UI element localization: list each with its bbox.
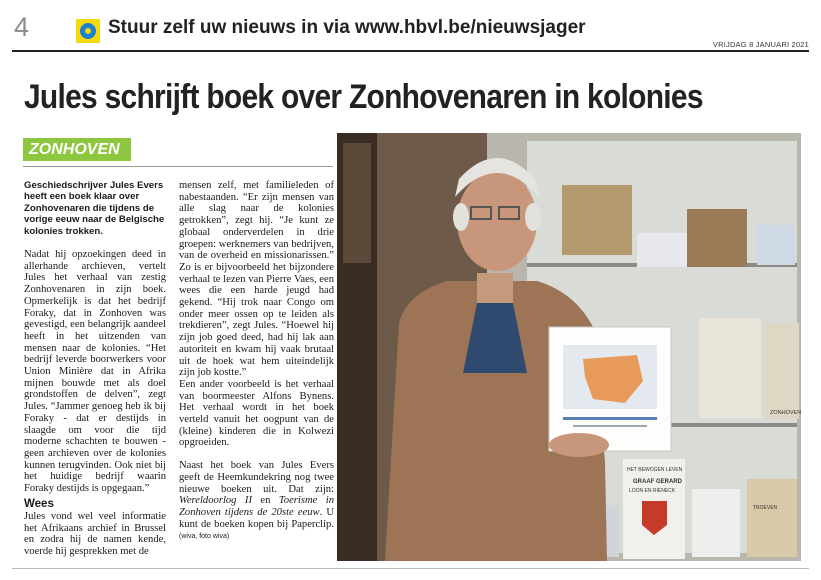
headline: Jules schrijft boek over Zonhovenaren in kolonies — [24, 78, 703, 116]
dateline: VRIJDAG 8 JANUARI 2021 — [712, 40, 809, 49]
bottom-rule — [12, 568, 809, 569]
shelf-book-right: TROEVEN — [753, 505, 778, 511]
body-paragraph: Een ander voorbeeld is het verhaal van boormeester Alfons Bynens. Het verhaal wordt in het boek verteld vanuit het oogpunt van de (kleine) kinderen die in Kolwezi opgroeiden. — [179, 378, 334, 449]
article-column-1 — [24, 180, 166, 558]
kicker-rule — [23, 166, 333, 167]
photo-illustration — [337, 133, 801, 561]
header-rule — [12, 50, 809, 52]
kicker-zonhoven: ZONHOVEN — [23, 138, 131, 161]
page-number: 4 — [14, 12, 30, 42]
body-paragraph: mensen zelf, met familieleden of nabestaanden. “Er zijn mensen van alle slag naar de kolonies getrokken”, zegt hij. “Je kunt ze globaal onderverdelen in drie groepen: werknemers van bedrijven, van de overheid en missionarissen.” Zo is er bijvoorbeeld het bijzondere verhaal te lezen van Pierre Vaes, een wees die een harde jeugd had gekend. “Hij trok naar Congo om onder meer ossen op te leiden als trekdieren”, zegt Jules. “Hoewel hij zijn job goed deed, had hij lak aan autoriteit en kwam hij vaak brutaal uit de hoek wat hem uiteindelijk zijn job kostte.” — [179, 180, 334, 379]
body-paragraph: Naast het boek van Jules Evers geeft de Heemkundekring nog twee nieuwe boeken uit. Dat zijn: Wereldoorlog II en Toerisme in Zonhoven tijdens de 20ste eeuw. U kunt de boeken kopen bij Paperclip. (wiva, foto wiva) — [179, 460, 335, 541]
subhead-wees: Wees — [24, 497, 54, 510]
body-paragraph: Nadat hij opzoekingen deed in allerhande archieven, vertelt Jules het verhaal van zestig Zonhovenaren in zijn boek. Opmerkelijk is dat het bedrijf Foraky, dat in Zonhoven was gevestigd, een belangrijk aandeel heeft in het uitzenden van mensen naar de kolonies. “Het bedrijf leverde boorwerkers voor Union Minière dat in Afrika mijnen bouwde met als doel grondstoffen de delven”, zegt Jules. “Jammer genoeg heb ik bij Foraky - dat er destijds in slaagde om voor die tijd moderne schachten te bouwen - geen archieven over de kolonies kunnen terugvinden. Ook niet bij het huidige bedrijf waarin Foraky destijds is opgegaan.” — [24, 249, 166, 495]
hbvl-logo — [76, 19, 100, 43]
shelf-book-title: HET BEWOGEN LEVEN — [627, 467, 683, 473]
shelf-book-title-2: GRAAF GERARD — [633, 479, 682, 485]
photo-credit: (wiva, foto wiva) — [179, 533, 230, 541]
shelf-book-title-3: LOON EN RIENECK — [629, 488, 676, 494]
article-intro: Geschiedschrijver Jules Evers heeft een boek klaar over Zonhovenaren die tijdens de vorige eeuw naar de Belgische kolonies trokken. — [24, 180, 165, 237]
slogan-link[interactable]: Stuur zelf uw nieuws in via www.hbvl.be/nieuwsjager — [108, 17, 586, 38]
body-paragraph: Jules vond wel veel informatie het Afrikaans archief in Brussel en zodra hij de namen kende, voerde hij gesprekken met de — [24, 510, 166, 557]
shelf-book-spine: ZONHOVEN — [770, 410, 801, 416]
article-column-2 — [179, 180, 334, 543]
article-photo — [337, 133, 801, 561]
